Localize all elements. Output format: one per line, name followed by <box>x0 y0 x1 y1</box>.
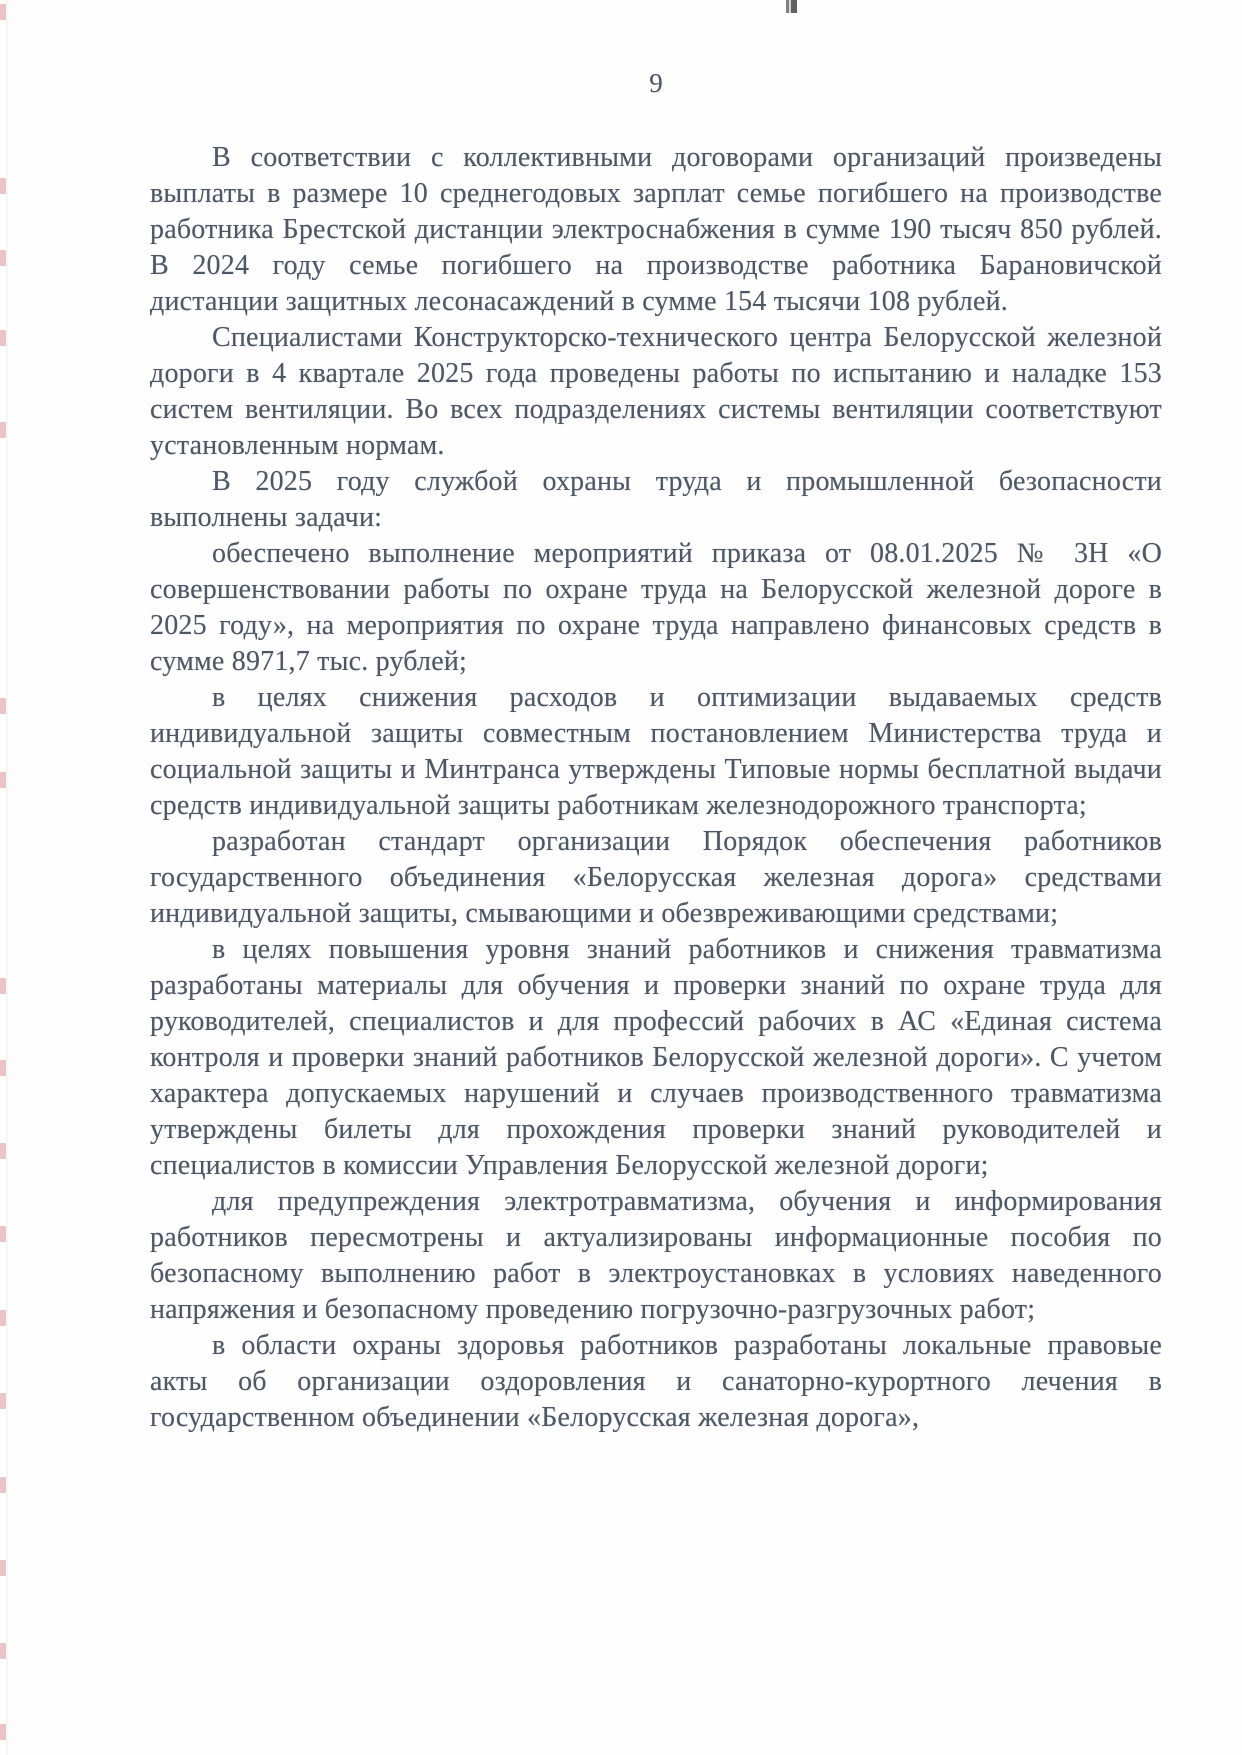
paragraph-training-materials: в целях повышения уровня знаний работников и снижения травматизма разработаны материалы для обучения и проверки знаний по охране труда для руководителей, специалистов и для профессий рабочих в АС «Единая система контроля и проверки знаний работников Белорусской железной дороги». С учетом характера допускаемых нарушений и случаев производственного травматизма утверждены билеты для прохождения проверки знаний руководителей и специалистов в комиссии Управления Белорусской железной дороги; <box>150 934 1162 1181</box>
scan-artifact-left-mark <box>0 422 6 438</box>
scan-artifact-left-mark <box>0 178 6 194</box>
scan-artifact-left-mark <box>0 250 6 266</box>
paragraph-ppe-norms: в целях снижения расходов и оптимизации выдаваемых средств индивидуальной защиты совместным постановлением Министерства труда и социальной защиты и Минтранса утверждены Типовые нормы бесплатной выдачи средств индивидуальной защиты работникам железнодорожного транспорта; <box>150 682 1162 821</box>
scan-artifact-left-mark <box>0 1724 6 1740</box>
page-number: 9 <box>649 68 663 98</box>
paragraph-order-funding: обеспечено выполнение мероприятий приказа от 08.01.2025 № 3Н «О совершенствовании работы по охране труда на Белорусской железной дороге в 2025 году», на мероприятия по охране труда направлено финансовых средств в сумме 8971,7 тыс. рублей; <box>150 538 1162 677</box>
scan-artifact-left-mark <box>0 698 6 714</box>
scan-artifact-left-mark <box>0 1477 6 1493</box>
scan-artifact-left-mark <box>0 978 6 994</box>
scan-artifact-top-tick <box>786 0 797 13</box>
paragraph-compensation-payments: В соответствии с коллективными договорами организаций произведены выплаты в размере 10 среднегодовых зарплат семье погибшего на производстве работника Брестской дистанции электроснабжения в сумме 190 тысяч 850 рублей. В 2024 году семье погибшего на производстве работника Барановичской дистанции защитных лесонасаждений в сумме 154 тысячи 108 рублей. <box>150 142 1162 317</box>
scan-artifact-left-mark <box>0 772 6 788</box>
scan-artifact-left-mark <box>0 1060 6 1076</box>
scan-artifact-left-mark <box>0 1226 6 1242</box>
scan-artifact-left-mark <box>0 4 6 20</box>
paragraph-ppe-standard: разработан стандарт организации Порядок обеспечения работников государственного объединения «Белорусская железная дорога» средствами индивидуальной защиты, смывающими и обезвреживающими средствами; <box>150 826 1162 929</box>
scan-artifact-left-mark <box>0 1310 6 1326</box>
paragraph-tasks-intro: В 2025 году службой охраны труда и промышленной безопасности выполнены задачи: <box>150 466 1162 533</box>
scan-artifact-left-mark <box>0 1560 6 1576</box>
document-content <box>150 140 1162 1436</box>
paragraph-ventilation-tests: Специалистами Конструкторско-технического центра Белорусской железной дороги в 4 квартале 2025 года проведены работы по испытанию и наладке 153 систем вентиляции. Во всех подразделениях системы вентиляции соответствуют установленным нормам. <box>150 322 1162 461</box>
scan-streak-artifact <box>6 0 8 1755</box>
scan-artifact-left-mark <box>0 1393 6 1409</box>
scan-artifact-left-mark <box>0 1643 6 1659</box>
scan-artifact-left-mark <box>0 330 6 346</box>
paragraph-health-protection: в области охраны здоровья работников разработаны локальные правовые акты об организации оздоровления и санаторно-курортного лечения в государственном объединении «Белорусская железная дорога», <box>150 1330 1162 1433</box>
scan-artifact-left-mark <box>0 1143 6 1159</box>
paragraph-electrical-safety: для предупреждения электротравматизма, обучения и информирования работников пересмотрены и актуализированы информационные пособия по безопасному выполнению работ в электроустановках в условиях наведенного напряжения и безопасному проведению погрузочно-разгрузочных работ; <box>150 1186 1162 1325</box>
